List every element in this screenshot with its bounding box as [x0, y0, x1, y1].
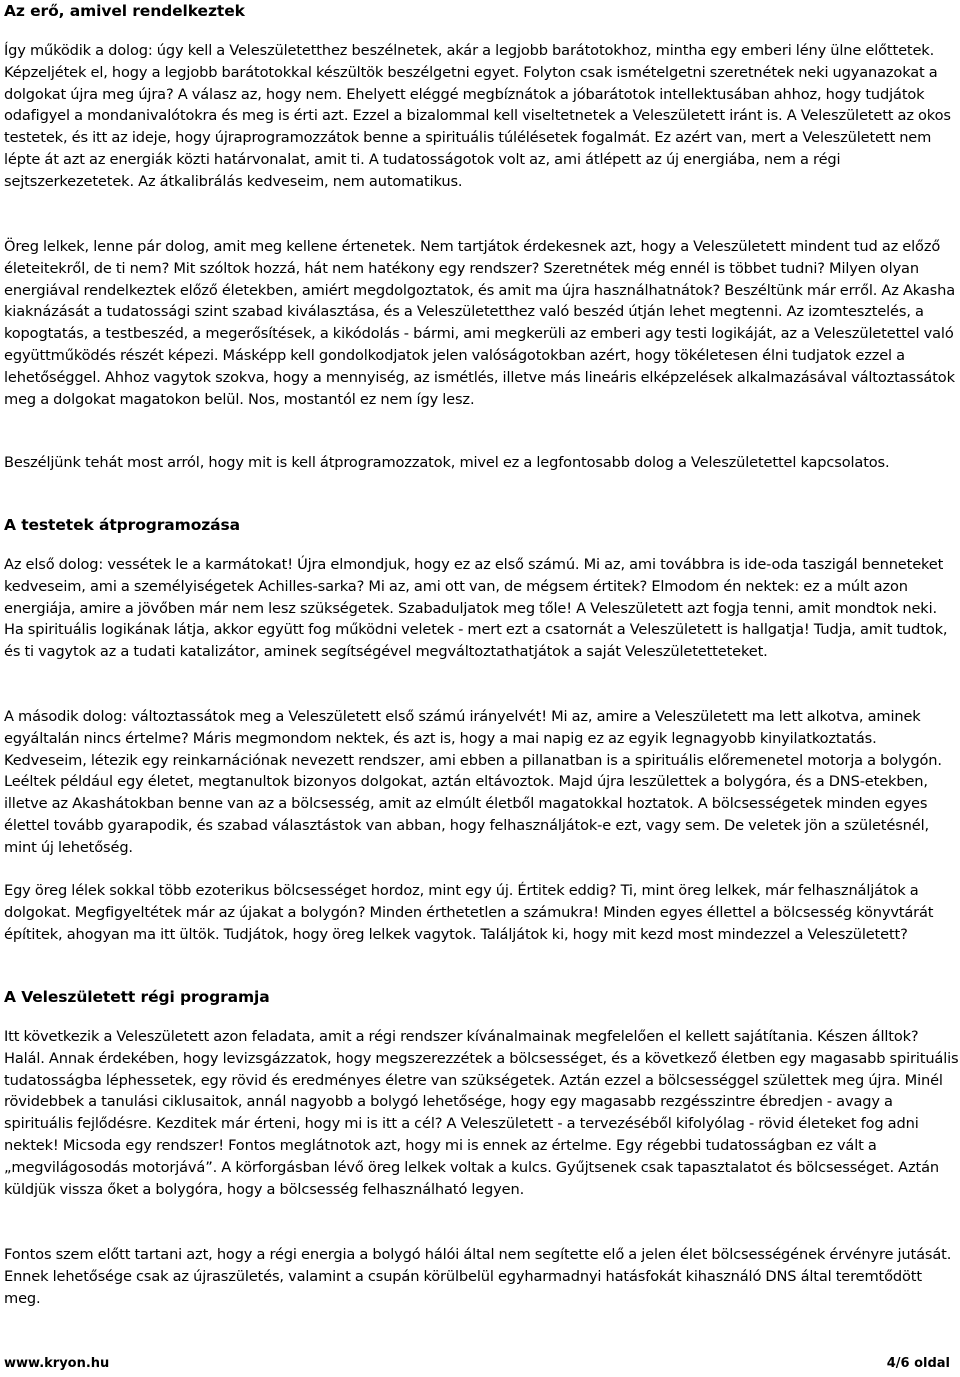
section-heading: A Veleszületett régi programja — [4, 988, 270, 1006]
paragraph: Egy öreg lélek sokkal több ezoterikus bölcsességet hordoz, mint egy új. Értitek eddig? Ti, mint öreg lelkek, már felhasználjátok a dolgokat. Megfigyeltétek már az újakat a bolygón? Minden érthetetlen a számukra! Minden egyes éllettel a bölcsesség könyvtárát építitek, ahogyan ma itt ültök. Tudjátok, hogy öreg lelkek vagytok. Találjátok ki, hogy mit kezd most mindezzel a Veleszületett? — [4, 882, 934, 943]
paragraph — [4, 40, 960, 193]
paragraph-segment: Így működik a dolog: úgy kell a Veleszületetthez beszélnetek, akár a legjobb barátotokhoz, mintha egy emberi lény ülne előttetek. Képzeljétek el, hogy a legjobb barátotokkal készültök beszélgetni egyet. Folyton csak ismételgetni szeretnétek neki ugyanazokat a dolgokat újra meg újra? A válasz az, hogy nem. — [4, 42, 938, 103]
paragraph: Beszéljünk tehát most arról, hogy mit is kell átprogramozzatok, mivel ez a legfontosabb dolog a Veleszületettel kapcsolatos. — [4, 454, 890, 471]
section-heading: Az erő, amivel rendelkeztek — [4, 2, 245, 20]
paragraph: Az első dolog: vessétek le a karmátokat! Újra elmondjuk, hogy ez az első számú. Mi az, ami továbbra is ide-oda taszigál benneteket kedveseim, ami a személyiségetek Achilles-sarka? Mi az, ami ott van, de mégsem értitek? Elmodom én nektek: ez a múlt azon energiája, amire a jövőben már nem lesz szükségetek. Szabaduljatok meg tőle! A Veleszületett azt fogja tenni, amit mondtok neki. Ha spirituális logikának látja, akkor együtt fog működni veletek - mert ezt a csatornát a Veleszületett is hallgatja! Tudja, amit tudtok, és ti vagytok az a tudati katalizátor, aminek segítségével megváltoztathatjátok a saját Veleszületetteteket. — [4, 556, 948, 661]
paragraph: A második dolog: változtassátok meg a Veleszületett első számú irányelvét! Mi az, amire a Veleszületett ma lett alkotva, aminek egyáltalán nincs értelme? Máris megmondom nektek, és azt is, hogy a mai napig ez az egyik legnagyobb kinyilatkoztatás. Kedveseim, létezik egy reinkarnációnak nevezett rendszer, ami ebben a pillanatban is a spirituális előremenetel motorja a bolygón. Leéltek például egy életet, megtanultok bizonyos dolgokat, aztán eltávoztok. Majd újra leszülettek a bolygóra, és a DNS-etekben, illetve az Akashátokban benne van az a bölcsesség, amit az elmúlt életből magatokkal hoztatok. A bölcsességetek minden egyes élettel tovább gyarapodik, és szabad választástok van abban, hogy felhasználjátok-e ezt, vagy sem. De veletek jön a születésnél, mint új lehetőség. — [4, 708, 942, 856]
page-number: 4/6 oldal — [886, 1356, 950, 1371]
footer-url-link[interactable]: www.kryon.hu — [4, 1356, 110, 1371]
section-heading: A testetek átprogramozása — [4, 516, 241, 534]
paragraph: Itt következik a Veleszületett azon feladata, amit a régi rendszer kívánalmainak megfelelően el kellett sajátítania. Készen álltok? Halál. Annak érdekében, hogy levizsgázzatok, hogy megszerezzétek a bölcsességet, és a következő életben egy magasabb spirituális tudatosságba léphessetek, egy rövid és eredményes életre van szükségetek. Aztán ezzel a bölcsességgel születtek meg újra. Minél rövidebbek a tanulási ciklusaitok, annál nagyobb a bolygó lehetősége, hogy egy magasabb rezgésszintre ébredjen - avagy a spirituális fejlődésre. Kezditek már érteni, hogy mi is itt a cél? A Veleszületett - a tervezéséből kifolyólag - rövid életeket fog adni nektek! Micsoda egy rendszer! Fontos meglátnotok azt, hogy mi is ennek az értelme. Egy régebbi tudatosságban ez vált a „megvilágosodás motorjává”. A körforgásban lévő öreg lelkek voltak a kulcs. Gyűjtsenek csak tapasztalatot és bölcsességet. Aztán küldjük vissza őket a bolygóra, hogy a bölcsesség felhasználható legyen. — [4, 1028, 959, 1198]
paragraph: Fontos szem előtt tartani azt, hogy a régi energia a bolygó hálói által nem segítette elő a jelen élet bölcsességének érvényre jutását. Ennek lehetősége csak az újraszületés, valamint a csupán körülbelül egyharmadnyi hatásfokát kihasználó DNS által teremtődött meg. — [4, 1246, 952, 1307]
paragraph: Öreg lelkek, lenne pár dolog, amit meg kellene értenetek. Nem tartjátok érdekesnek azt, hogy a Veleszületett mindent tud az előző életeitekről, de ti nem? Mit szóltok hozzá, hát nem hatékony egy rendszer? Szeretnétek még ennél is többet tudni? Milyen olyan energiával rendelkeztek előző életekben, amiért megdolgoztatok, és amit ma újra használhatnátok? Beszéltünk már erről. Az Akasha kiaknázását a tudatossági szint szabad kiválasztása, és a Veleszületetthez való beszéd útján lehet megtenni. Az izomtesztelés, a kopogtatás, a testbeszéd, a megerősítések, a kikódolás - bármi, ami megkerüli az emberi agy testi logikáját, az a Veleszületettel való együttműködés részét képezi. Másképp kell gondolkodjatok jelen valóságotokban azért, hogy tökéletesen élni tudjatok ezzel a lehetőséggel. Ahhoz vagytok szokva, hogy a mennyiség, az ismétlés, illetve más lineáris elképzelések alkalmazásával változtassátok meg a dolgokat magatokon belül. Nos, mostantól ez nem így lesz. — [4, 238, 955, 408]
paragraph-segment: Ehelyett eléggé megbíznátok a jóbarátotok intellektusában ahhoz, hogy tudjátok odafigyel a mondanivalótokra és meg is érti azt. Ezzel a bizalommal kell viseltetnetek a Veleszületett iránt is. A Veleszületett az okos testetek, és itt az ideje, hogy újraprogramozzátok benne a spirituális túlélésetek fogalmát. Ez azért van, mert a Veleszületett nem lépte át azt az energiák közti határvonalat, amit ti. A tudatosságotok volt az, ami átlépett az új energiába, nem a régi sejtszerkezetetek. Az átkalibrálás kedveseim, nem automatikus. — [4, 85, 951, 190]
